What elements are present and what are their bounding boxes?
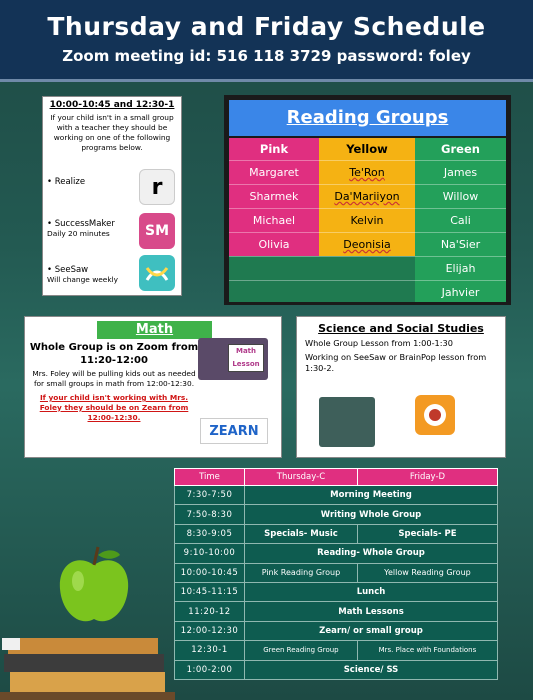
successmaker-icon: SM xyxy=(139,213,175,249)
table-row: 10:45-11:15 Lunch xyxy=(175,582,498,601)
page-title: Thursday and Friday Schedule xyxy=(47,12,486,41)
table-row: 11:20-12 Math Lessons xyxy=(175,602,498,621)
empty-cell xyxy=(229,256,319,280)
green-student: Willow xyxy=(415,184,506,208)
science-line-1: Whole Group Lesson from 1:00-1:30 xyxy=(305,338,453,348)
table-row: 1:00-2:00 Science/ SS xyxy=(175,660,498,679)
header-yellow: Yellow xyxy=(319,138,415,160)
table-row: 9:10-10:00 Reading- Whole Group xyxy=(175,544,498,563)
math-lesson-image xyxy=(198,338,268,380)
programs-time: 10:00-10:45 and 12:30-1 xyxy=(49,100,175,110)
header-pink: Pink xyxy=(229,138,319,160)
apple-icon xyxy=(56,545,132,627)
green-student: Jahvier xyxy=(415,280,506,302)
program-label: SuccessMaker xyxy=(54,219,115,229)
zearn-logo: ZEARN xyxy=(200,418,268,444)
science-line-2: Working on SeeSaw or BrainPop lesson from 1:30-2. xyxy=(305,352,487,374)
reading-title: Reading Groups xyxy=(229,100,506,136)
green-student: Cali xyxy=(415,208,506,232)
programs-card: 10:00-10:45 and 12:30-1 If your child isn't in a small group with a teacher they should be working on one of the following programs below. • Realize r • SuccessMaker Daily 20 minutes SM • SeeSaw Will change weekly xyxy=(42,96,182,296)
brainpop-icon xyxy=(415,395,455,435)
schedule-header-time: Time xyxy=(175,469,245,486)
math-lesson-label: Math Lesson xyxy=(228,344,264,372)
program-note: Daily 20 minutes xyxy=(47,229,110,238)
realize-icon: r xyxy=(139,169,175,205)
schedule-header-thursday: Thursday-C xyxy=(245,469,358,486)
schedule-header-friday: Friday-D xyxy=(357,469,497,486)
header-green: Green xyxy=(415,138,506,160)
math-text: Mrs. Foley will be pulling kids out as needed for small groups in math from 12:00-12:30. xyxy=(32,369,196,388)
zoom-info: Zoom meeting id: 516 118 3729 password: foley xyxy=(62,47,471,65)
green-student: James xyxy=(415,160,506,184)
programs-intro: If your child isn't in a small group with a teacher they should be working on one of the following programs below. xyxy=(50,113,174,152)
math-heading: Whole Group is on Zoom from 11:20-12:00 xyxy=(29,342,199,366)
program-note: Will change weekly xyxy=(47,275,119,284)
yellow-student: Deonisia xyxy=(319,232,415,256)
science-title: Science and Social Studies xyxy=(318,322,484,335)
math-title: Math xyxy=(97,321,212,339)
green-student: Elijah xyxy=(415,256,506,280)
science-lesson-image xyxy=(319,397,375,447)
program-label: SeeSaw xyxy=(54,265,89,275)
pink-student: Olivia xyxy=(229,232,319,256)
reading-grid xyxy=(229,138,506,302)
pink-student: Michael xyxy=(229,208,319,232)
table-row: 7:30-7:50 Morning Meeting xyxy=(175,486,498,505)
yellow-student: Kelvin xyxy=(319,208,415,232)
yellow-student: Da'Mariiyon xyxy=(319,184,415,208)
table-row: 7:50-8:30 Writing Whole Group xyxy=(175,505,498,524)
empty-cell xyxy=(319,280,415,302)
empty-cell xyxy=(319,256,415,280)
table-row: 10:00-10:45 Pink Reading Group Yellow Reading Group xyxy=(175,563,498,582)
yellow-student: Te'Ron xyxy=(319,160,415,184)
table-row: 8:30-9:05 Specials- Music Specials- PE xyxy=(175,524,498,543)
empty-cell xyxy=(229,280,319,302)
table-row: 12:00-12:30 Zearn/ or small group xyxy=(175,621,498,640)
table-row: 12:30-1 Green Reading Group Mrs. Place with Foundations xyxy=(175,641,498,660)
pink-student: Sharmek xyxy=(229,184,319,208)
seesaw-icon xyxy=(139,255,175,291)
program-label: Realize xyxy=(54,177,86,187)
math-zearn-note: If your child isn't working with Mrs. Foley they should be on Zearn from 12:00-12:30. xyxy=(39,392,189,422)
pink-student: Margaret xyxy=(229,160,319,184)
science-card xyxy=(296,316,506,458)
page-header xyxy=(0,0,533,82)
schedule-table xyxy=(174,468,498,680)
reading-groups xyxy=(224,95,511,305)
green-student: Na'Sier xyxy=(415,232,506,256)
